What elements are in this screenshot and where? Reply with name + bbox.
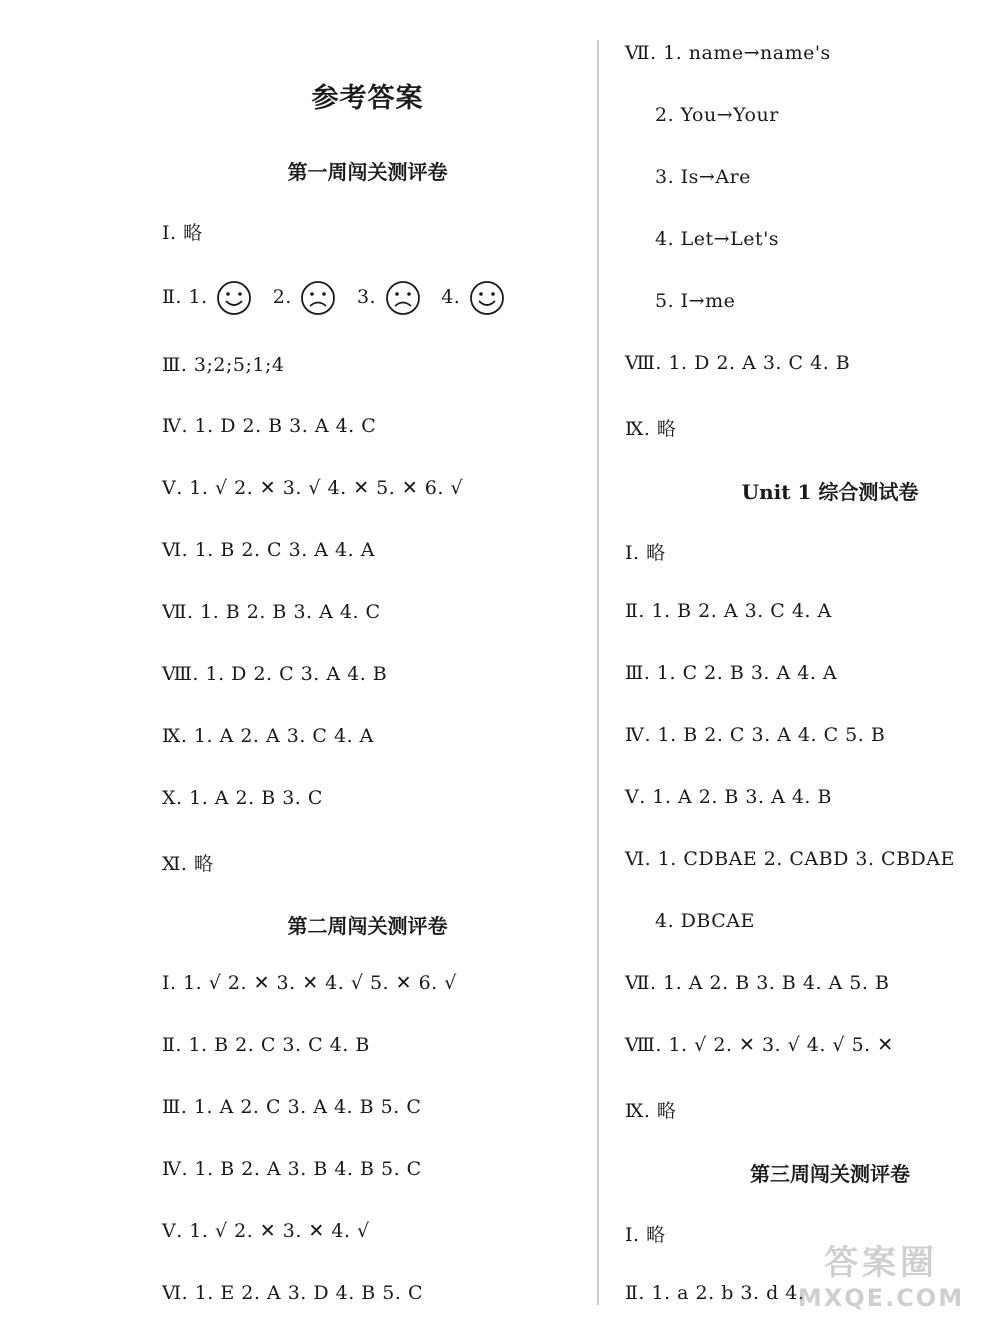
answer-line: Ⅺ. 略 (162, 853, 214, 875)
answer-line: 5. I→me (655, 290, 736, 312)
answer-line: Ⅰ. 略 (162, 222, 203, 244)
column-divider (597, 40, 599, 1305)
answer-line: Ⅷ. 1. √ 2. ✕ 3. √ 4. √ 5. ✕ (625, 1034, 894, 1056)
answer-line: Ⅰ. 1. √ 2. ✕ 3. ✕ 4. √ 5. ✕ 6. √ (162, 972, 457, 994)
answer-line: Ⅱ. 1. B 2. C 3. C 4. B (162, 1034, 370, 1056)
answer-number: 3. (356, 286, 377, 308)
right-column (600, 0, 1000, 1321)
section-heading-unit1: Unit 1 综合测试卷 (741, 480, 919, 504)
answer-line: Ⅳ. 1. B 2. A 3. B 4. B 5. C (162, 1158, 422, 1180)
watermark-text-bottom: MXQE.COM (797, 1284, 965, 1312)
answer-line: Ⅸ. 1. A 2. A 3. C 4. A (162, 725, 374, 747)
answer-line: Ⅷ. 1. D 2. A 3. C 4. B (625, 352, 851, 374)
answer-line: Ⅴ. 1. √ 2. ✕ 3. ✕ 4. √ (162, 1220, 370, 1242)
answer-line: Ⅱ. 1. B 2. A 3. C 4. A (625, 600, 832, 622)
answer-line: Ⅰ. 略 (625, 1224, 666, 1246)
page-title: 参考答案 (311, 83, 424, 114)
answer-line: Ⅵ. 1. E 2. A 3. D 4. B 5. C (162, 1282, 424, 1304)
happy-face-icon (469, 280, 505, 316)
sad-face-icon (385, 280, 421, 316)
answer-line: Ⅸ. 略 (625, 418, 677, 440)
answer-line: Ⅷ. 1. D 2. C 3. A 4. B (162, 663, 388, 685)
answer-line: 3. Is→Are (655, 166, 751, 188)
answer-line: 2. You→Your (655, 104, 779, 126)
answer-line: Ⅱ. 1. a 2. b 3. d 4. (625, 1282, 805, 1304)
answer-line: Ⅶ. 1. B 2. B 3. A 4. C (162, 601, 381, 623)
watermark-text-top: 答案圈 (824, 1243, 938, 1283)
answer-line: Ⅳ. 1. B 2. C 3. A 4. C 5. B (625, 724, 886, 746)
section-heading-week2: 第二周闯关测评卷 (287, 914, 448, 938)
answer-line: Ⅵ. 1. CDBAE 2. CABD 3. CBDAE (625, 848, 955, 870)
sad-face-icon (300, 280, 336, 316)
answer-line: Ⅳ. 1. D 2. B 3. A 4. C (162, 415, 377, 437)
answer-number: 4. (441, 286, 461, 308)
answer-line: 4. Let→Let's (655, 228, 780, 250)
answer-line: Ⅲ. 3;2;5;1;4 (162, 354, 285, 376)
happy-face-icon (216, 280, 252, 316)
answer-number: 2. (272, 286, 292, 308)
answer-line: Ⅲ. 1. C 2. B 3. A 4. A (625, 662, 838, 684)
answer-line: Ⅶ. 1. name→name's (625, 42, 831, 64)
answer-line-faces (162, 280, 519, 316)
section-heading-week1: 第一周闯关测评卷 (287, 160, 448, 184)
answer-line: Ⅴ. 1. √ 2. ✕ 3. √ 4. ✕ 5. ✕ 6. √ (162, 477, 464, 499)
answer-line: Ⅲ. 1. A 2. C 3. A 4. B 5. C (162, 1096, 422, 1118)
watermark-logo (776, 1235, 986, 1315)
answer-line: Ⅵ. 1. B 2. C 3. A 4. A (162, 539, 375, 561)
section-heading-week3: 第三周闯关测评卷 (750, 1162, 910, 1186)
answer-line: 4. DBCAE (655, 910, 755, 932)
answer-line: Ⅴ. 1. A 2. B 3. A 4. B (625, 786, 832, 808)
answer-label: Ⅱ. 1. (162, 286, 208, 308)
answer-line: Ⅸ. 略 (625, 1100, 677, 1122)
answer-line: Ⅰ. 略 (625, 542, 666, 564)
answer-line: Ⅹ. 1. A 2. B 3. C (162, 787, 323, 809)
answer-line: Ⅶ. 1. A 2. B 3. B 4. A 5. B (625, 972, 890, 994)
